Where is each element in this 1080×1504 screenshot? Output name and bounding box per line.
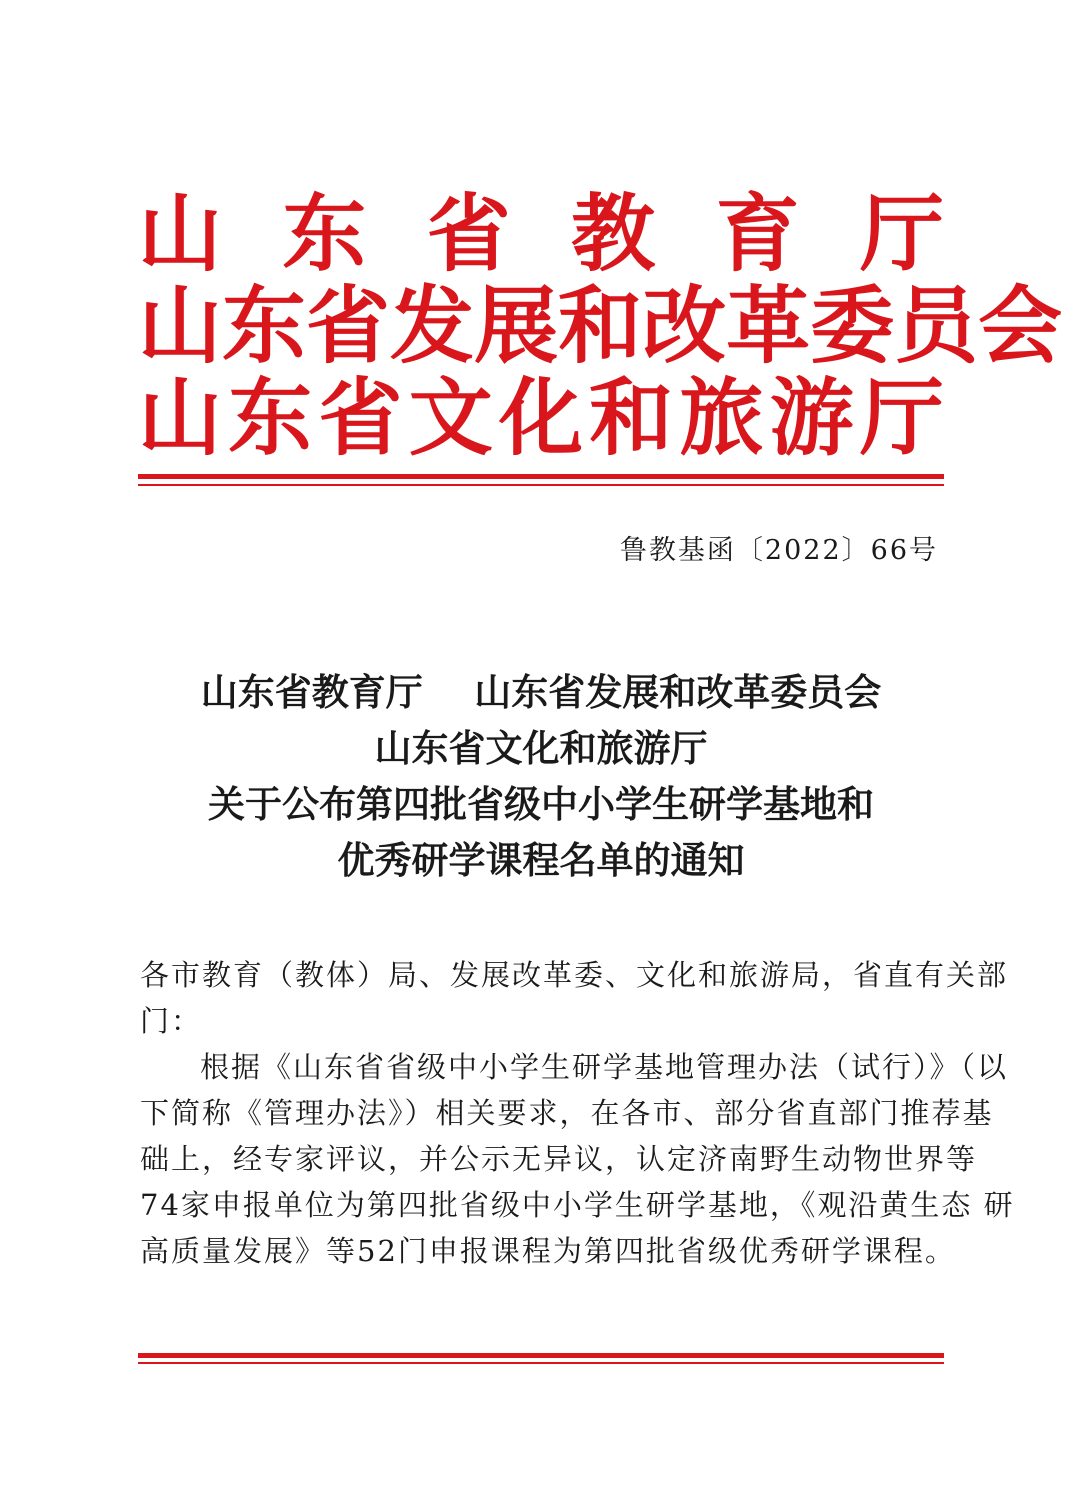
- letterhead-character: 化: [498, 368, 583, 467]
- letterhead-character: 教: [571, 184, 656, 283]
- document-number: 鲁教基函〔2022〕66号: [619, 535, 938, 566]
- letterhead-character: 厅: [859, 368, 944, 467]
- letterhead-agency-development-reform: [138, 276, 1063, 375]
- letterhead-agency-culture-tourism: [138, 368, 944, 467]
- letterhead-character: 会: [978, 276, 1063, 375]
- letterhead-character: 山: [138, 184, 223, 283]
- title-line: 山东省文化和旅游厅: [374, 726, 708, 770]
- document-title: [138, 664, 944, 888]
- letterhead-character: 省: [426, 184, 511, 283]
- letterhead-character: 和: [558, 276, 643, 375]
- title-line: 山东省教育厅 山东省发展和改革委员会: [200, 670, 882, 714]
- letterhead-character: 山: [138, 276, 223, 375]
- letterhead-character: 游: [769, 368, 854, 467]
- footer-rule-thin: [138, 1362, 944, 1364]
- letterhead-rule-thin: [138, 484, 944, 486]
- letterhead-character: 员: [894, 276, 979, 375]
- letterhead-character: 和: [589, 368, 674, 467]
- salutation-line: 各市教育（教体）局、发展改革委、文化和旅游局，省直有关部: [140, 958, 1009, 992]
- letterhead-character: 文: [408, 368, 493, 467]
- letterhead-character: 发: [390, 276, 475, 375]
- letterhead-character: 改: [642, 276, 727, 375]
- letterhead-agency-education: [138, 184, 944, 283]
- letterhead: [138, 184, 1063, 467]
- title-line: 关于公布第四批省级中小学生研学基地和: [208, 782, 874, 826]
- title-line: 优秀研学课程名单的通知: [337, 838, 745, 882]
- letterhead-character: 东: [228, 368, 313, 467]
- letterhead-character: 革: [726, 276, 811, 375]
- letterhead-character: 厅: [859, 184, 944, 283]
- letterhead-character: 省: [306, 276, 391, 375]
- body-paragraph-line: 础上，经专家评议，并公示无异议，认定济南野生动物世界等: [140, 1142, 978, 1176]
- letterhead-character: 东: [282, 184, 367, 283]
- body-paragraph-line: 根据《山东省省级中小学生研学基地管理办法（试行）》（以: [200, 1050, 1009, 1084]
- document-body: [140, 952, 1015, 1274]
- letterhead-character: 旅: [679, 368, 764, 467]
- body-paragraph-line: 下简称《管理办法》）相关要求，在各市、部分省直部门推荐基: [140, 1096, 994, 1130]
- letterhead-rule-thick: [138, 474, 944, 479]
- letterhead-character: 省: [318, 368, 403, 467]
- footer-rule-thick: [138, 1353, 944, 1358]
- body-paragraph-line: 74家申报单位为第四批省级中小学生研学基地，《观沿黄生态 研: [140, 1188, 1015, 1222]
- letterhead-character: 东: [222, 276, 307, 375]
- letterhead-character: 委: [810, 276, 895, 375]
- letterhead-character: 山: [138, 368, 223, 467]
- body-paragraph-line: 高质量发展》等52门申报课程为第四批省级优秀研学课程。: [140, 1234, 956, 1268]
- salutation-line: 门：: [140, 1004, 203, 1038]
- letterhead-character: 育: [715, 184, 800, 283]
- letterhead-character: 展: [474, 276, 559, 375]
